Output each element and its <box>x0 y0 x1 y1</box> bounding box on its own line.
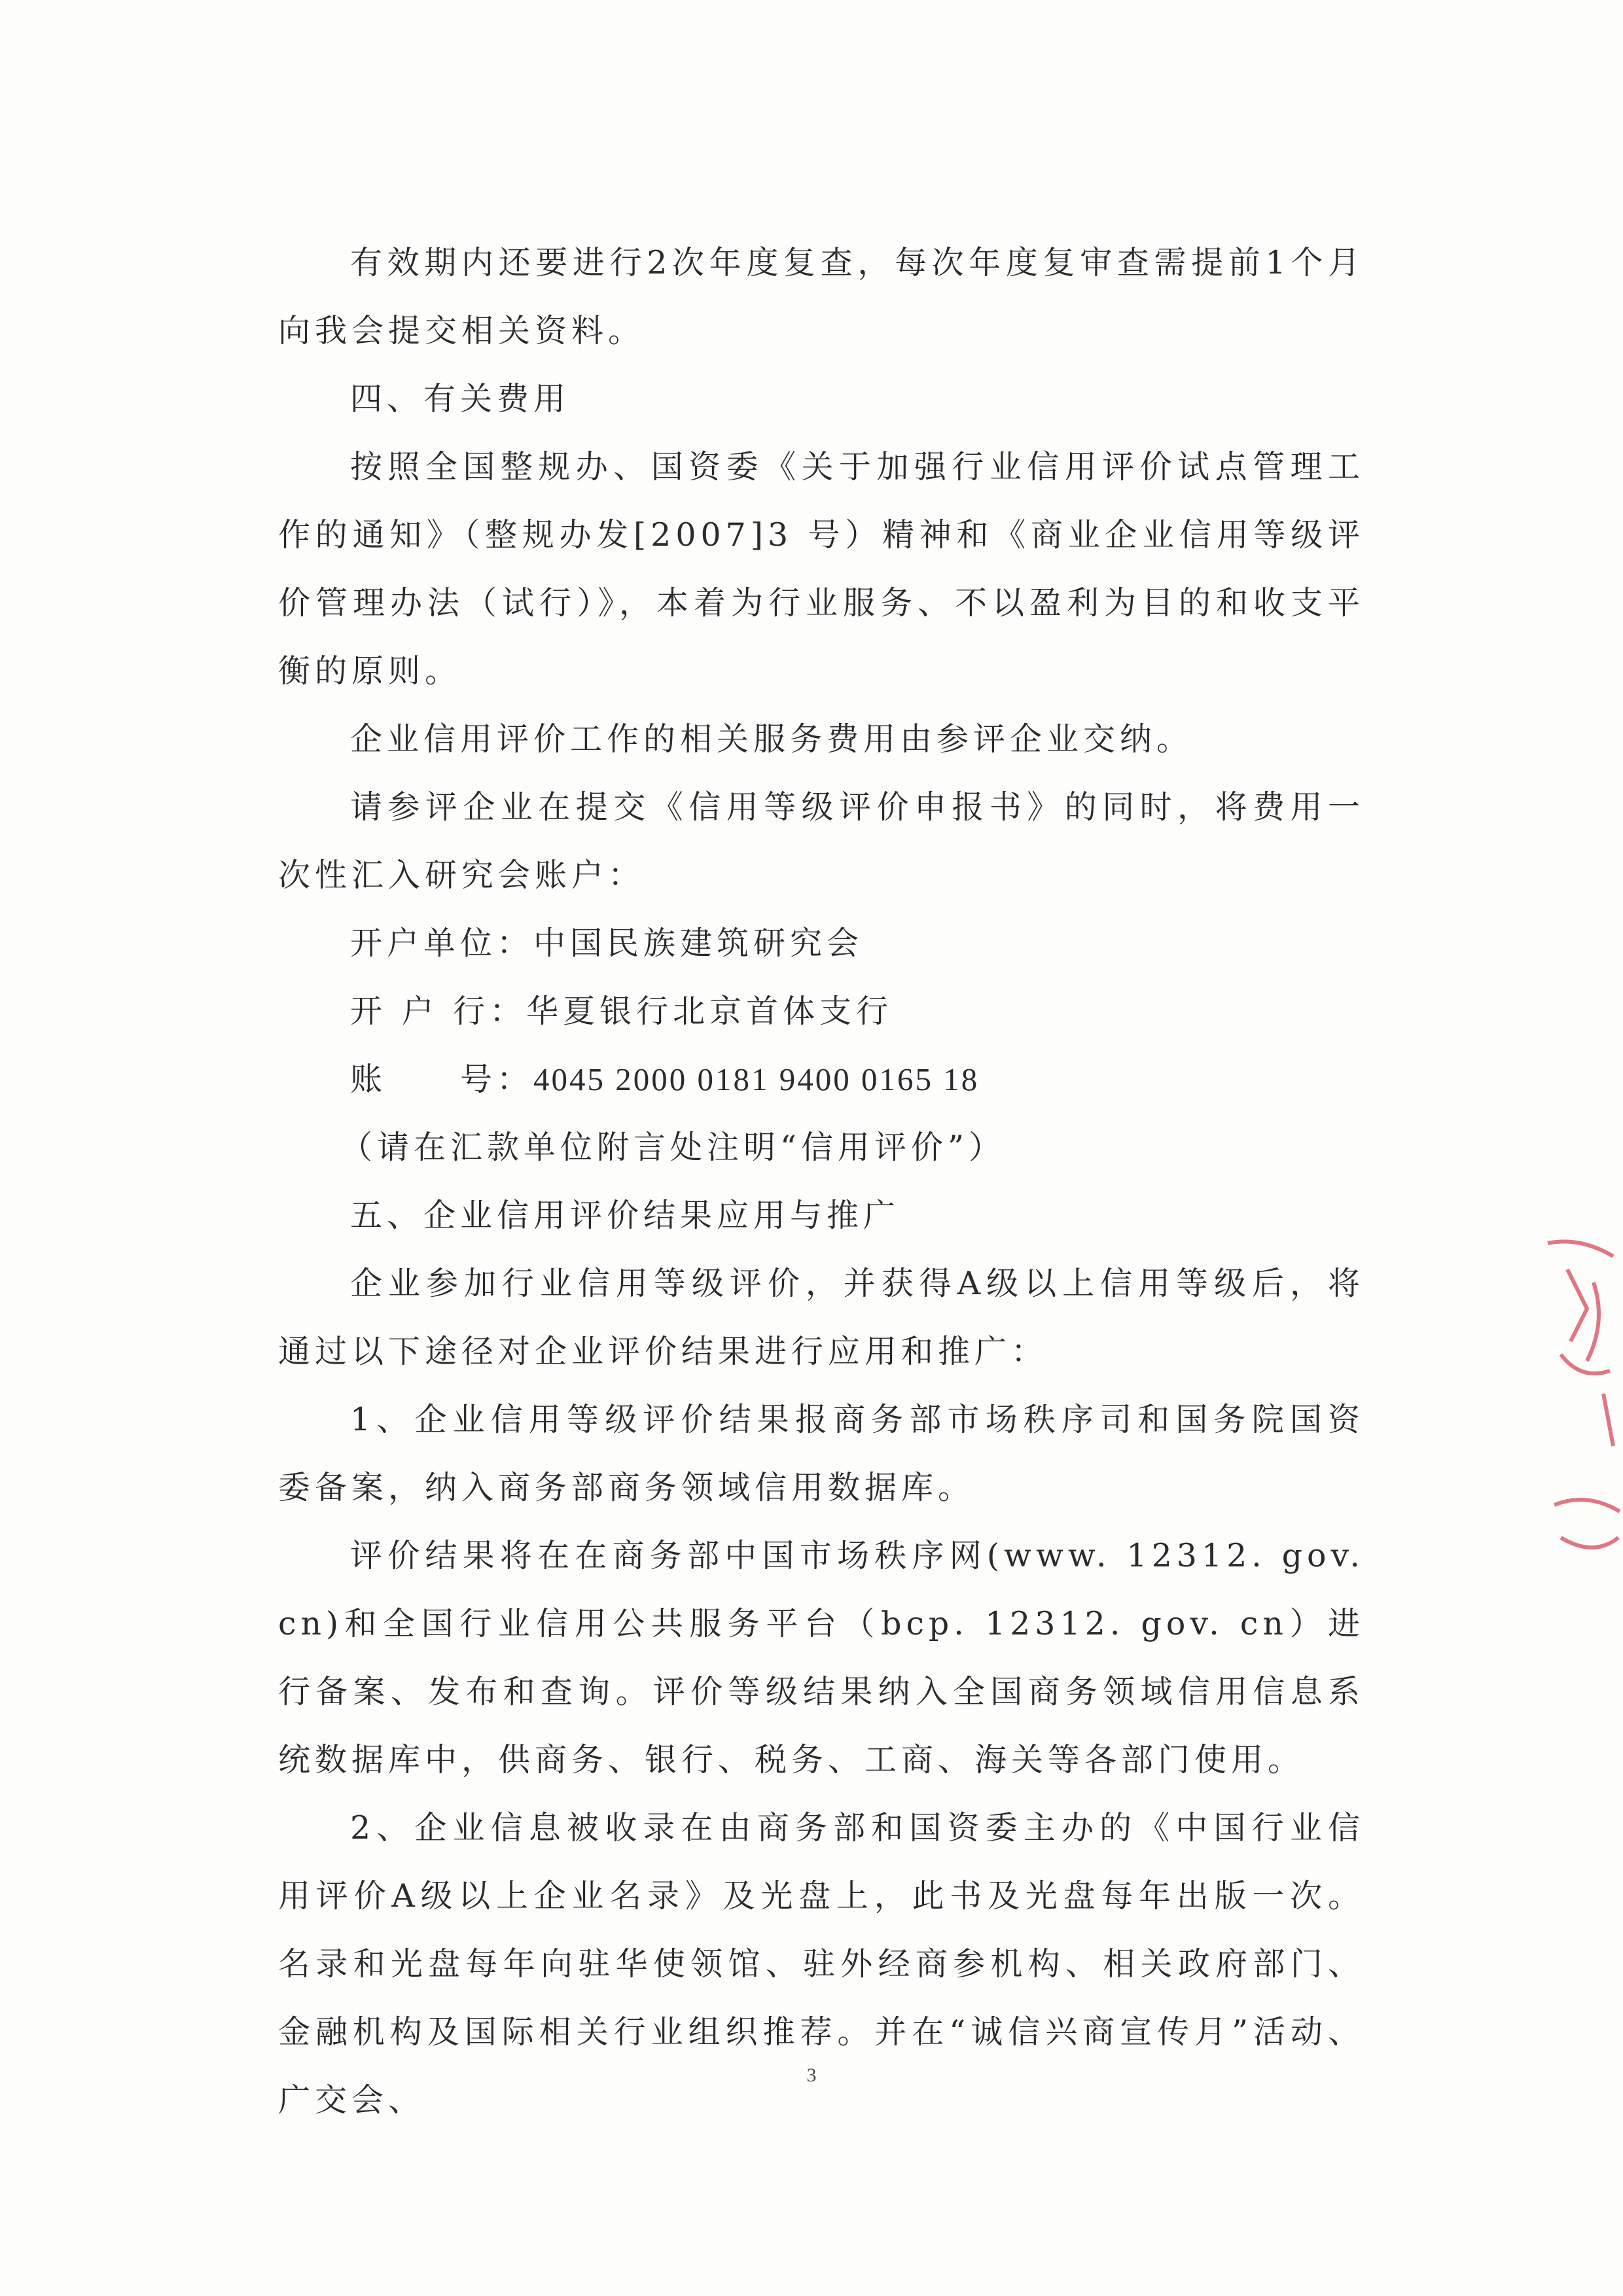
remittance-note: （请在汇款单位附言处注明“信用评价”） <box>340 1129 1006 1166</box>
paragraph-fee-payer: 企业信用评价工作的相关服务费用由参评企业交纳。 <box>350 720 1194 758</box>
account-number-value: 4045 2000 0181 9400 0165 18 <box>533 1061 980 1097</box>
paragraph-item-2: 2、企业信息被收录在由商务部和国资委主办的《中国行业信用评价A级以上企业名录》及光盘上，此书及光盘每年出版一次。名录和光盘每年向驻华使领馆、驻外经商参机构、相关政府部门、金融机构及国际相关行业组织推荐。并在“诚信兴商宣传月”活动、广交会、 <box>278 1809 1364 2119</box>
account-number-line <box>278 1046 1364 1114</box>
seal-stamp-fragment-icon <box>1541 1230 1623 1597</box>
paragraph-item-1: 1、企业信用等级评价结果报商务部市场秩序司和国务院国资委备案，纳入商务部商务领域信用数据库。 <box>278 1401 1364 1506</box>
section-heading-fees: 四、有关费用 <box>350 380 571 417</box>
section-heading-application: 五、企业信用评价结果应用与推广 <box>350 1197 901 1234</box>
account-bank-line <box>278 978 1364 1046</box>
account-holder-line <box>278 910 1364 978</box>
document-body <box>278 229 1364 2134</box>
paragraph-application-intro: 企业参加行业信用等级评价，并获得A级以上信用等级后，将通过以下途径对企业评价结果进行应用和推广： <box>278 1265 1364 1370</box>
paragraph-publication: 评价结果将在在商务部中国市场秩序网(www. 12312. gov. cn)和全国行业信用公共服务平台（bcp. 12312. gov. cn）进行备案、发布和查询。评价等级结果纳入全国商务领域信用信息系统数据库中，供商务、银行、税务、工商、海关等各部门使用。 <box>278 1537 1364 1778</box>
account-number-label: 账 号： <box>350 1061 534 1098</box>
account-bank-label: 开 户 行： <box>350 993 527 1030</box>
account-holder-value: 中国民族建筑研究会 <box>533 925 864 962</box>
paragraph-fee-basis: 按照全国整规办、国资委《关于加强行业信用评价试点管理工作的通知》（整规办发[2007]3 号）精神和《商业企业信用等级评价管理办法（试行）》，本着为行业服务、不以盈利为目的和收支平衡的原则。 <box>278 448 1364 690</box>
account-bank-value: 华夏银行北京首体支行 <box>526 993 893 1030</box>
account-holder-label: 开户单位： <box>350 925 534 962</box>
paragraph-review-period: 有效期内还要进行2次年度复查，每次年度复审查需提前1个月向我会提交相关资料。 <box>278 244 1364 349</box>
paragraph-payment-instruction: 请参评企业在提交《信用等级评价申报书》的同时，将费用一次性汇入研究会账户： <box>278 788 1364 894</box>
page-number: 3 <box>806 2064 817 2086</box>
